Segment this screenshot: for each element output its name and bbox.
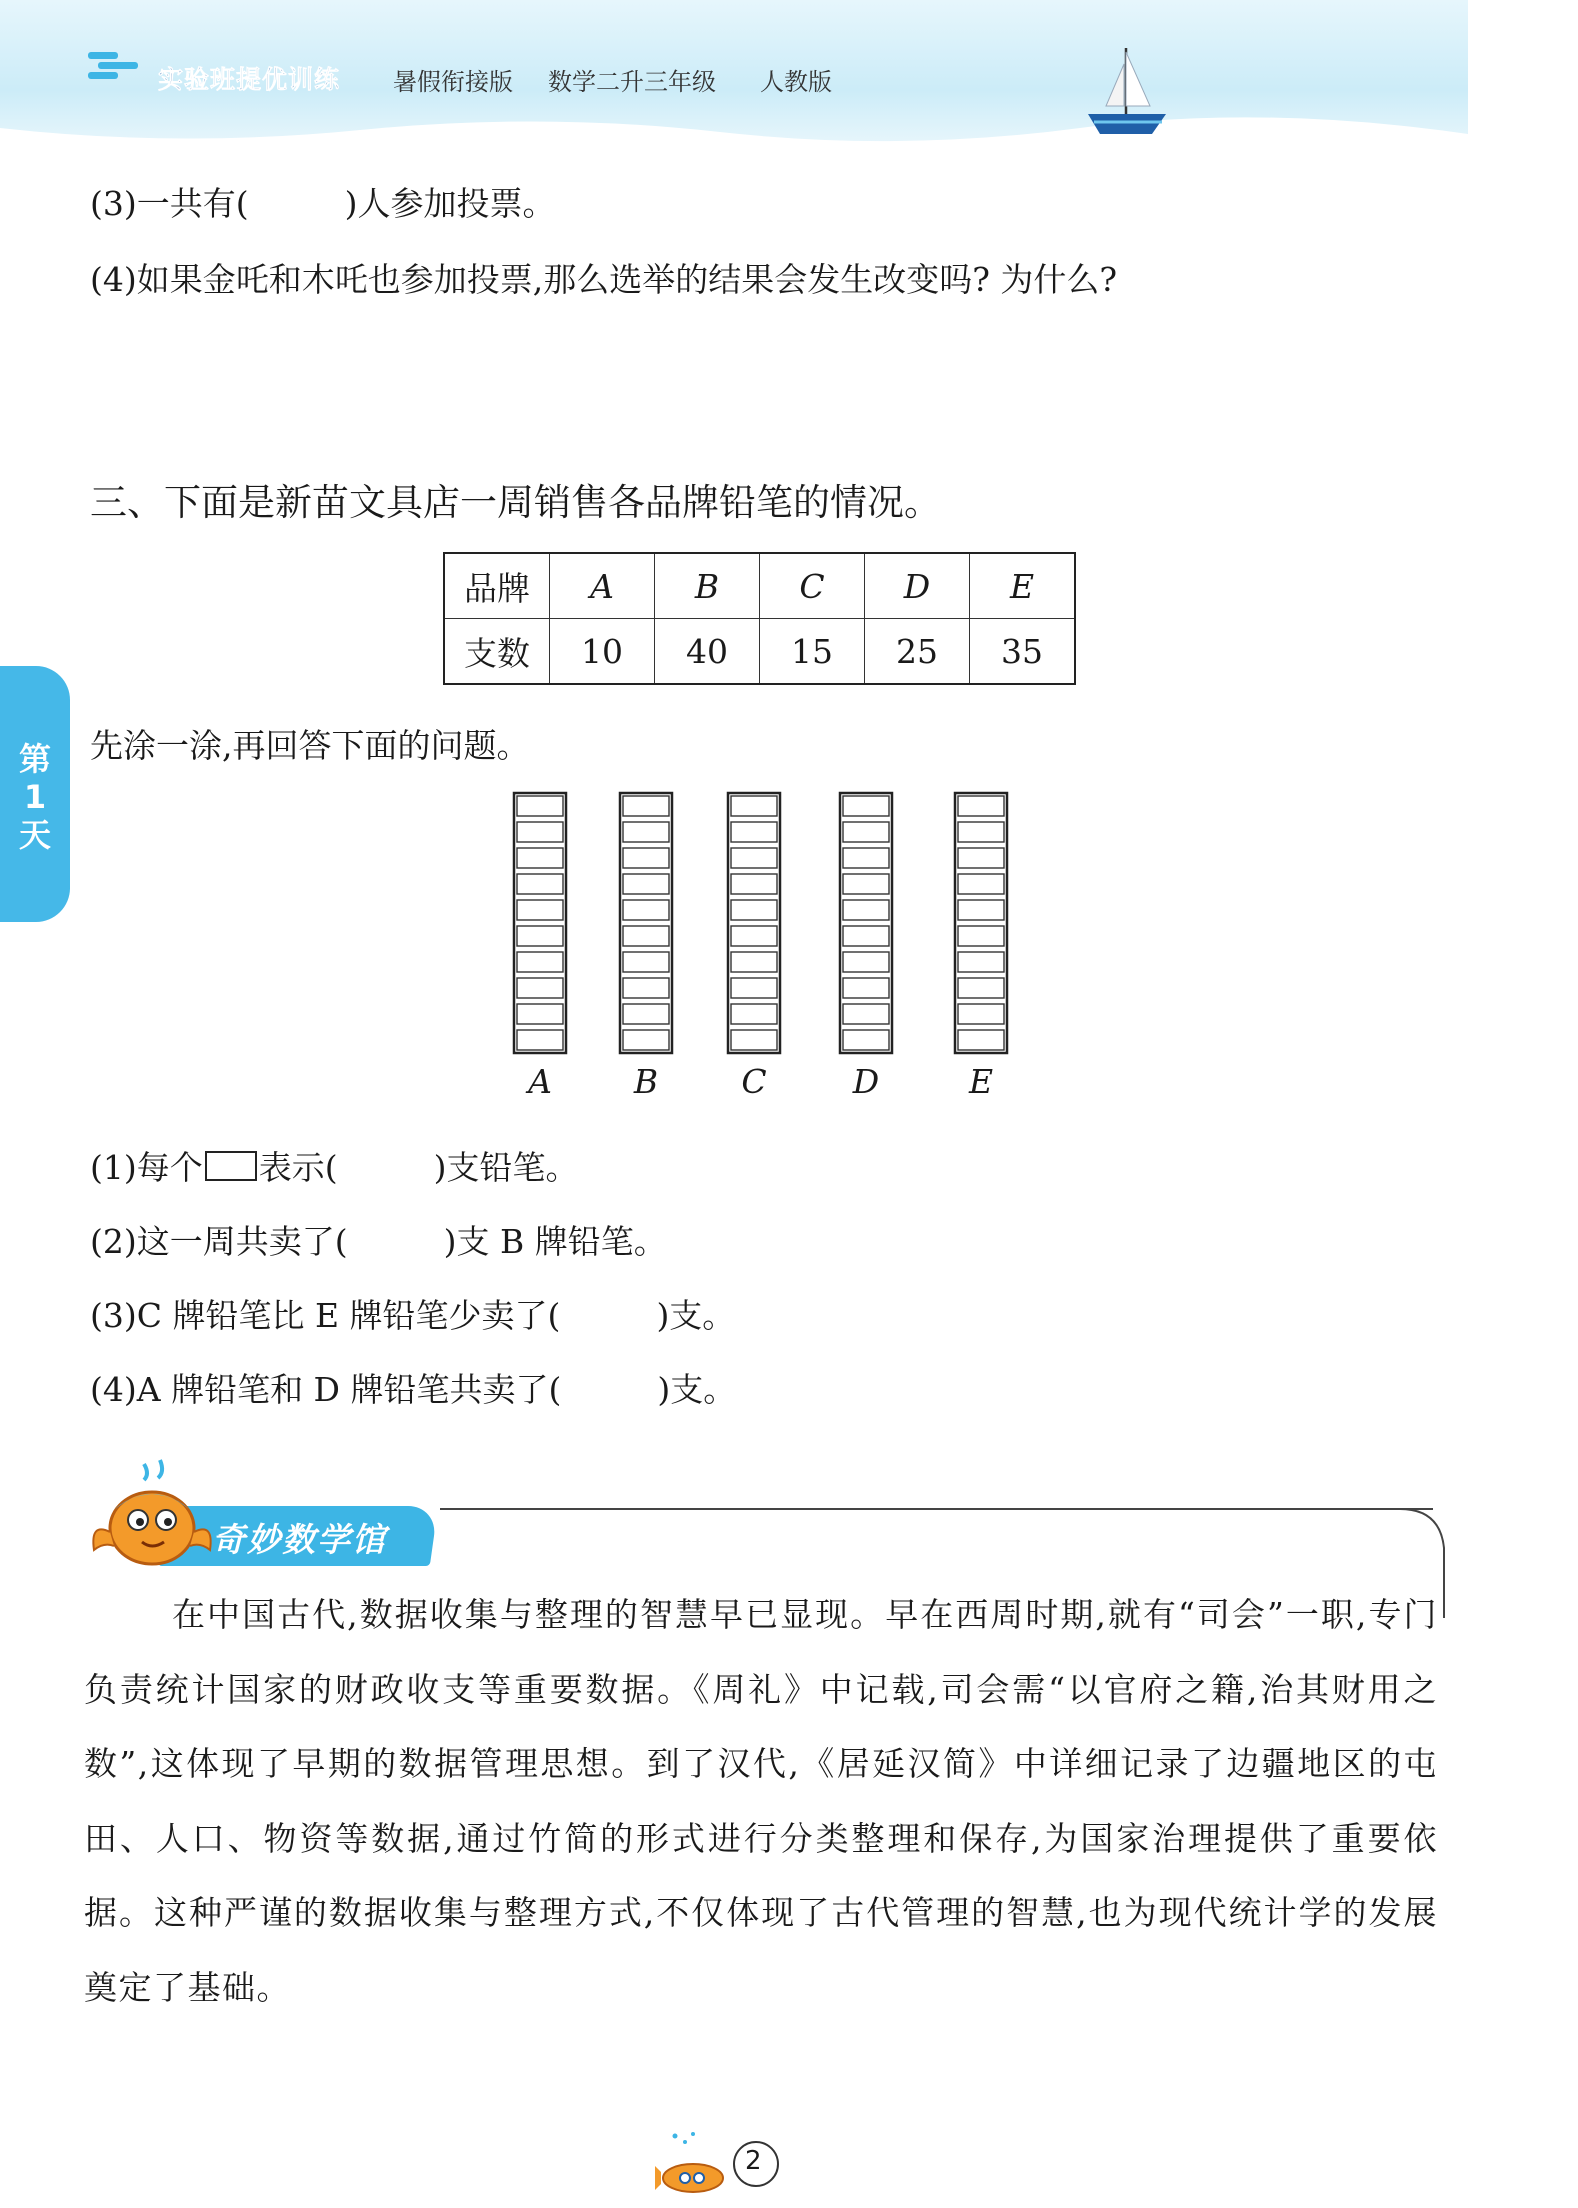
chart-cell[interactable] [843,796,889,816]
chart-cell[interactable] [517,978,563,998]
chart-cell[interactable] [623,822,669,842]
chart-cell[interactable] [843,952,889,972]
chart-column-B[interactable] [620,793,672,1053]
question-3-1: (1)每个 表示( )支铅笔。 [90,1148,579,1187]
chart-cell[interactable] [731,952,777,972]
chart-cell[interactable] [623,1004,669,1024]
chart-cell[interactable] [517,848,563,868]
table-cell: B [655,553,760,619]
chart-cell[interactable] [958,822,1004,842]
chart-cell[interactable] [623,874,669,894]
crab-mascot-icon [86,1458,216,1574]
chart-cell[interactable] [958,1030,1004,1050]
chart-cell[interactable] [623,900,669,920]
table-cell: C [760,553,865,619]
chart-cell[interactable] [731,1004,777,1024]
chart-cell[interactable] [958,978,1004,998]
chart-column-D[interactable] [840,793,892,1053]
chart-axis-label: D [852,1062,880,1101]
chart-cell[interactable] [623,978,669,998]
chart-cell[interactable] [517,926,563,946]
chart-column-E[interactable] [955,793,1007,1053]
table-cell: A [550,553,655,619]
info-box-paragraph: 在中国古代,数据收集与整理的智慧早已显现。早在西周时期,就有“司会”一职,专门负责统计国家的财政收支等重要数据。《周礼》中记载,司会需“以官府之籍,治其财用之数”,这体现了早期的数据管理思想。到了汉代,《居延汉简》中详细记录了边疆地区的屯田、人口、物资等数据,通过竹简的形式进行分类整理和保存,为国家治理提供了重要依据。这种严谨的数据收集与整理方式,不仅体现了古代管理的智慧,也为现代统计学的发展奠定了基础。 [84,1595,1438,2007]
chart-axis-label: B [633,1062,659,1101]
series-logo-icon [84,48,144,84]
chart-cell[interactable] [843,822,889,842]
chart-cell[interactable] [731,848,777,868]
table-cell: 25 [865,619,970,685]
chart-cell[interactable] [958,796,1004,816]
question-2-4: (4)如果金吒和木吒也参加投票,那么选举的结果会发生改变吗? 为什么? [90,260,1118,299]
chart-cell[interactable] [731,796,777,816]
table-header-count: 支数 [444,619,550,685]
submarine-icon [655,2128,735,2198]
chart-cell[interactable] [958,874,1004,894]
question-3-3: (3)C 牌铅笔比 E 牌铅笔少卖了( )支。 [90,1296,736,1335]
chart-cell[interactable] [731,1030,777,1050]
chart-cell[interactable] [843,848,889,868]
question-3-4: (4)A 牌铅笔和 D 牌铅笔共卖了( )支。 [90,1370,737,1409]
table-cell: 15 [760,619,865,685]
chart-column-C[interactable] [728,793,780,1053]
chart-cell[interactable] [958,848,1004,868]
chart-cell[interactable] [843,1030,889,1050]
chart-cell[interactable] [517,952,563,972]
chart-cell[interactable] [623,952,669,972]
table-cell: 10 [550,619,655,685]
chart-cell[interactable] [517,796,563,816]
chart-cell[interactable] [517,900,563,920]
chart-cell[interactable] [731,926,777,946]
chart-axis-label: C [741,1062,767,1101]
pencil-sales-table [443,552,1076,685]
info-box-title: 奇妙数学馆 [212,1520,387,1559]
unit-square-icon [205,1151,257,1181]
table-header-brand: 品牌 [444,553,550,619]
table-cell: 40 [655,619,760,685]
question-3-2: (2)这一周共卖了( )支 B 牌铅笔。 [90,1222,667,1261]
chart-cell[interactable] [731,874,777,894]
chart-cell[interactable] [958,952,1004,972]
chart-cell[interactable] [623,796,669,816]
page-number: 2 [745,2146,762,2176]
chart-cell[interactable] [958,1004,1004,1024]
info-box-border [440,1508,1433,1510]
day-side-tab-label: 第1天 [18,740,51,854]
edition-label: 暑假衔接版 [393,68,513,96]
chart-cell[interactable] [958,926,1004,946]
chart-axis-label: A [528,1062,552,1101]
series-title: 实验班提优训练 [158,65,341,94]
question-2-3: (3)一共有( )人参加投票。 [90,184,556,223]
chart-cell[interactable] [517,874,563,894]
chart-cell[interactable] [731,822,777,842]
table-row-count [444,619,1075,685]
coloring-bar-chart[interactable] [500,785,1040,1105]
chart-axis-label: E [968,1062,994,1101]
chart-cell[interactable] [843,900,889,920]
chart-cell[interactable] [731,900,777,920]
publisher-label: 人教版 [760,68,832,96]
chart-cell[interactable] [843,926,889,946]
grade-label: 数学二升三年级 [548,68,716,96]
chart-cell[interactable] [517,822,563,842]
chart-cell[interactable] [843,1004,889,1024]
table-row-brand [444,553,1075,619]
section-3-title: 三、下面是新苗文具店一周销售各品牌铅笔的情况。 [90,481,941,524]
chart-cell[interactable] [843,874,889,894]
sailboat-icon [1080,44,1170,139]
chart-column-A[interactable] [514,793,566,1053]
header-wave-decoration [0,108,1468,158]
chart-cell[interactable] [517,1004,563,1024]
table-cell: E [970,553,1076,619]
table-cell: 35 [970,619,1076,685]
table-cell: D [865,553,970,619]
chart-cell[interactable] [517,1030,563,1050]
chart-cell[interactable] [623,926,669,946]
chart-cell[interactable] [843,978,889,998]
chart-cell[interactable] [958,900,1004,920]
chart-cell[interactable] [731,978,777,998]
section-3-instruction: 先涂一涂,再回答下面的问题。 [90,726,530,765]
chart-cell[interactable] [623,848,669,868]
chart-cell[interactable] [623,1030,669,1050]
